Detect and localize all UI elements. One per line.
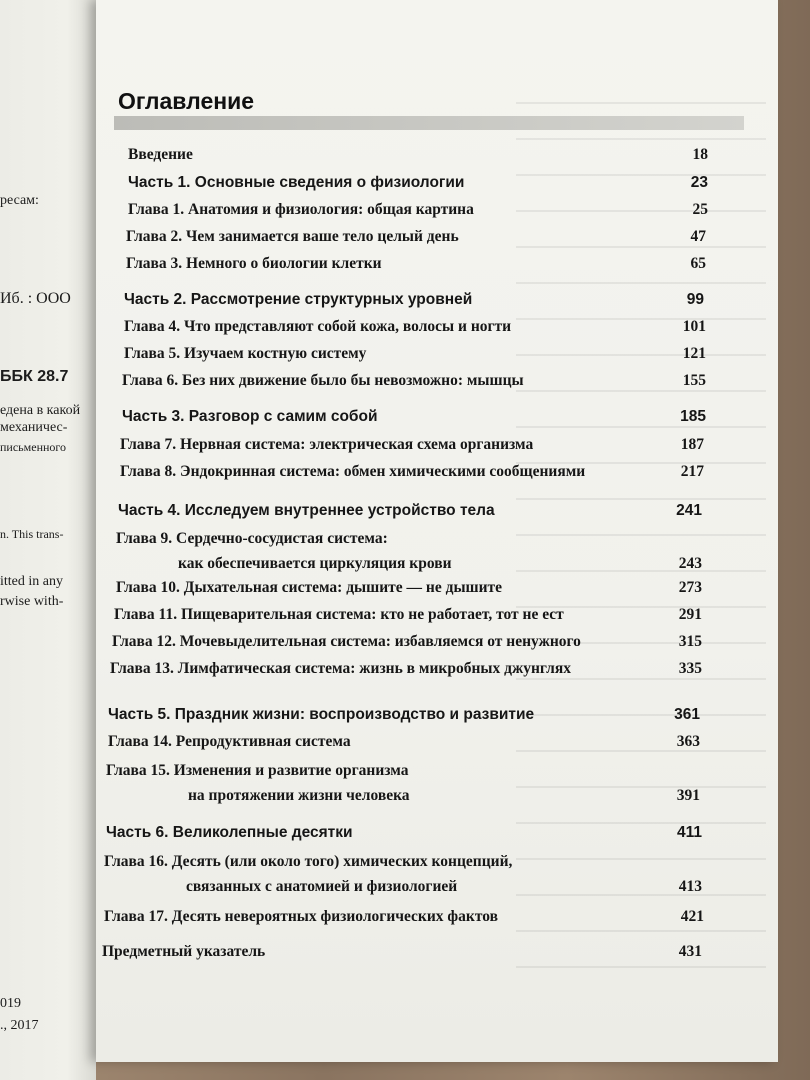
toc-page-number: 391 (676, 787, 700, 804)
toc-chapter-entry (124, 318, 706, 340)
toc-chapter-entry (108, 733, 700, 755)
toc-entry-title: Глава 2. Чем занимается ваше тело целый день (126, 228, 459, 245)
toc-entry-title: Глава 14. Репродуктивная система (108, 733, 351, 750)
toc-entry-title: Предметный указатель (102, 943, 266, 960)
toc-entry-title: Часть 2. Рассмотрение структурных уровней (124, 291, 473, 308)
toc-chapter-entry (104, 908, 704, 930)
left-fragment: ББК 28.7 (0, 368, 69, 385)
toc-page-number: 155 (682, 372, 706, 389)
left-fragment: rwise with- (0, 594, 64, 609)
toc-chapter-entry (120, 463, 704, 485)
toc-entry-title: Часть 4. Исследуем внутреннее устройство тела (118, 502, 495, 519)
toc-page-number: 217 (680, 463, 704, 480)
toc-chapter-entry (114, 606, 702, 628)
title-underline-bar (114, 116, 744, 130)
toc-chapter-entry (106, 762, 700, 804)
toc-entry-title: Часть 1. Основные сведения о физиологии (128, 174, 465, 191)
toc-page-number: 315 (678, 633, 702, 650)
toc-entry-title-continuation: на протяжении жизни человека (188, 787, 410, 804)
toc-entry-title: Часть 6. Великолепные десятки (106, 824, 353, 841)
toc-entry-title: Глава 10. Дыхательная система: дышите — не дышите (116, 579, 503, 596)
toc-page (96, 0, 778, 1062)
toc-chapter-entry (116, 530, 702, 572)
toc-entry-title: Глава 12. Мочевыделительная система: избавляемся от ненужного (112, 633, 581, 650)
toc-entry-title: Глава 5. Изучаем костную систему (124, 345, 367, 362)
toc-chapter-entry (116, 579, 702, 601)
toc-entry-title: Глава 9. Сердечно-сосудистая система: (116, 530, 388, 547)
toc-page-number: 413 (678, 878, 702, 895)
toc-page-number: 23 (690, 174, 708, 191)
toc-entry-title: Глава 11. Пищеварительная система: кто не работает, тот не ест (114, 606, 564, 623)
toc-page-number: 361 (674, 706, 700, 723)
toc-page-number: 187 (680, 436, 704, 453)
toc-part-entry (108, 706, 700, 728)
toc-page-number: 25 (692, 201, 708, 218)
toc-entry-title: Глава 6. Без них движение было бы невозможно: мышцы (122, 372, 524, 389)
toc-part-entry (118, 502, 702, 524)
toc-page-number: 65 (690, 255, 706, 272)
toc-page-number: 431 (678, 943, 702, 960)
left-fragment: 019 (0, 996, 21, 1011)
previous-page (0, 0, 96, 1080)
toc-entry-title: Глава 13. Лимфатическая система: жизнь в микробных джунглях (110, 660, 571, 677)
toc-entry (102, 943, 702, 965)
toc-entry-title: Введение (128, 146, 193, 163)
left-fragment: едена в какой (0, 403, 81, 418)
toc-page-number: 411 (676, 824, 702, 841)
toc-chapter-entry (120, 436, 704, 458)
toc-entry (128, 146, 708, 168)
toc-page-number: 273 (678, 579, 702, 596)
toc-entry-title: Глава 17. Десять невероятных физиологических фактов (104, 908, 498, 925)
toc-entry-title: Глава 3. Немного о биологии клетки (126, 255, 382, 272)
toc-entry-title: Глава 7. Нервная система: электрическая схема организма (120, 436, 534, 453)
toc-chapter-entry (124, 345, 706, 367)
toc-chapter-entry (110, 660, 702, 682)
toc-chapter-entry (128, 201, 708, 223)
toc-entry-title: Глава 1. Анатомия и физиология: общая картина (128, 201, 474, 218)
toc-page-number: 101 (682, 318, 706, 335)
toc-page-number: 47 (690, 228, 706, 245)
toc-entry-title: Часть 3. Разговор с самим собой (122, 408, 378, 425)
toc-part-entry (128, 174, 708, 196)
left-fragment: n. This trans- (0, 527, 64, 541)
toc-page-number: 99 (686, 291, 704, 308)
toc-part-entry (122, 408, 706, 430)
toc-page-number: 243 (678, 555, 702, 572)
toc-entry-title: Глава 15. Изменения и развитие организма (106, 762, 409, 779)
toc-chapter-entry (104, 853, 702, 895)
toc-page-number: 421 (680, 908, 704, 925)
toc-entry-title: Глава 16. Десять (или около того) химических концепций, (104, 853, 513, 870)
toc-entry-title: Глава 4. Что представляют собой кожа, волосы и ногти (124, 318, 512, 335)
left-fragment: Иб. : ООО (0, 290, 71, 307)
toc-entry-title-continuation: как обеспечивается циркуляция крови (178, 555, 452, 572)
toc-page-number: 363 (676, 733, 700, 750)
left-fragment: ., 2017 (0, 1018, 39, 1033)
toc-entry-title: Часть 5. Праздник жизни: воспроизводство и развитие (108, 706, 535, 723)
toc-page-number: 121 (682, 345, 706, 362)
toc-page-number: 291 (678, 606, 702, 623)
toc-part-entry (124, 291, 704, 313)
toc-entry-title: Глава 8. Эндокринная система: обмен химическими сообщениями (120, 463, 586, 480)
left-fragment: ресам: (0, 193, 39, 208)
toc-page-number: 335 (678, 660, 702, 677)
toc-chapter-entry (126, 228, 706, 250)
left-fragment: письменного (0, 440, 67, 454)
toc-title: Оглавление (118, 88, 255, 114)
left-fragment: механичес- (0, 420, 68, 435)
toc-chapter-entry (112, 633, 702, 655)
toc-chapter-entry (126, 255, 706, 277)
toc-part-entry (106, 824, 702, 846)
toc-chapter-entry (122, 372, 706, 394)
left-fragment: itted in any (0, 574, 63, 589)
toc-page-number: 185 (680, 408, 706, 425)
toc-entry-title-continuation: связанных с анатомией и физиологией (186, 878, 458, 895)
toc-page-number: 18 (692, 146, 708, 163)
toc-page-number: 241 (676, 502, 702, 519)
